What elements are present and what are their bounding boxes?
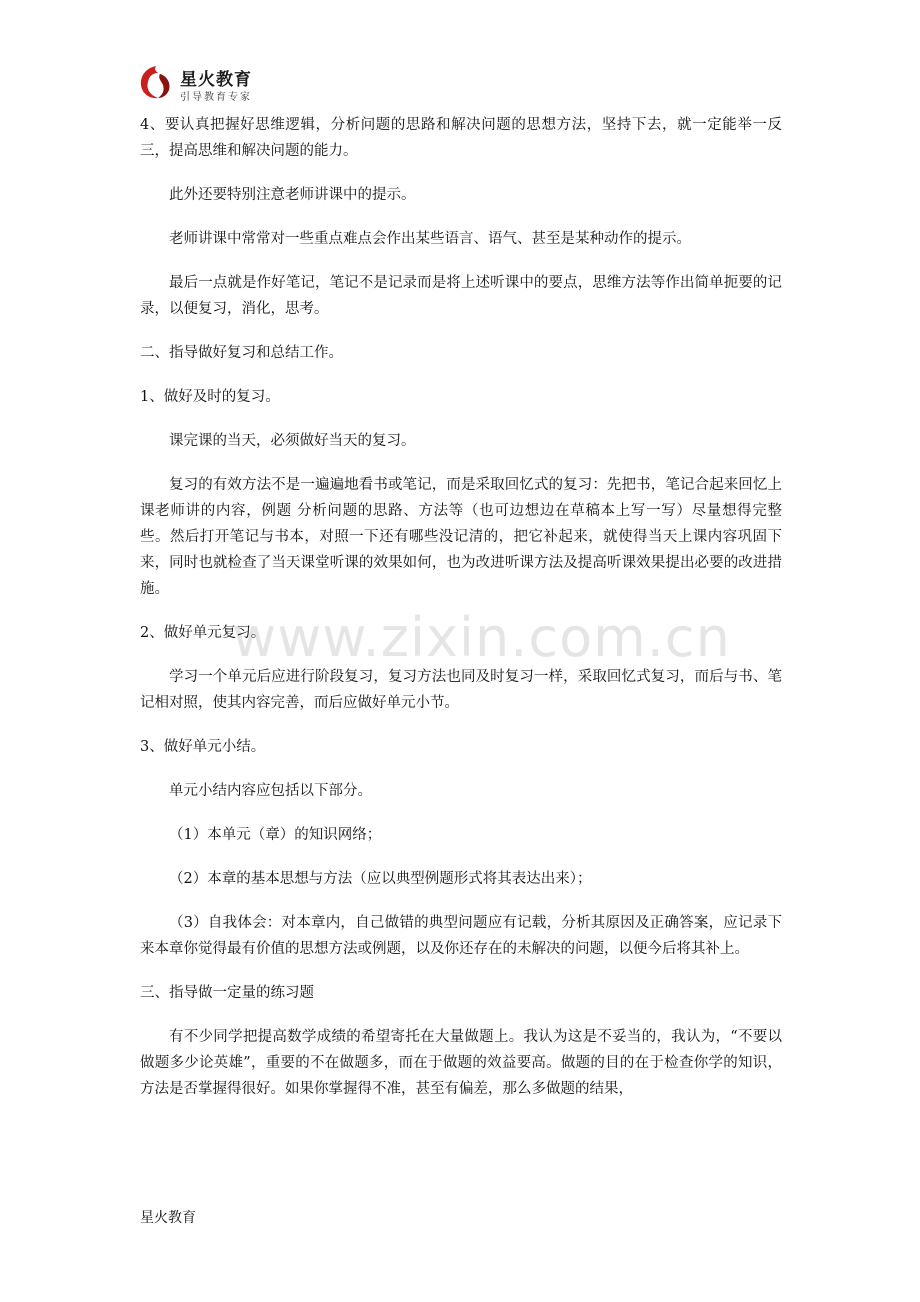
paragraph: 课完课的当天，必须做好当天的复习。 [169,433,416,449]
brand-logo [138,64,278,104]
paragraph: 4、要认真把握好思维逻辑，分析问题的思路和解决问题的思想方法，坚持下去，就一定能举一反三，提高思维和解决问题的能力。 [140,117,782,159]
list-item: （2）本章的基本思想与方法（应以典型例题形式将其表达出来）； [169,871,592,887]
page-footer: 星火教育 [140,1210,196,1226]
paragraph: 有不少同学把提高数学成绩的希望寄托在大量做题上。我认为这是不妥当的，我认为，“不要以做题多少论英雄”，重要的不在做题多，而在于做题的效益要高。做题的目的在于检查你学的知识，方法是否掌握得很好。如果你掌握得不准，甚至有偏差，那么多做题的结果， [140,1029,782,1097]
subsection-heading: 1、做好及时的复习。 [140,389,280,405]
subsection-heading: 3、做好单元小结。 [140,739,266,755]
paragraph: 学习一个单元后应进行阶段复习，复习方法也同及时复习一样，采取回忆式复习，而后与书、笔记相对照，使其内容完善，而后应做好单元小节。 [140,669,782,711]
section-heading: 三、指导做一定量的练习题 [140,985,314,1001]
flame-logo-icon [138,64,174,100]
list-item: （3）自我体会：对本章内，自己做错的典型问题应有记载，分析其原因及正确答案，应记录下来本章你觉得最有价值的思想方法或例题，以及你还存在的未解决的问题，以便今后将其补上。 [140,915,782,957]
watermark: www.zixin.com.cn [232,606,731,669]
section-heading: 二、指导做好复习和总结工作。 [140,345,343,361]
logo-subtitle: 引导教育专家 [180,92,252,103]
paragraph: 最后一点就是作好笔记，笔记不是记录而是将上述听课中的要点，思维方法等作出简单扼要的记录，以便复习，消化，思考。 [140,275,782,317]
paragraph: 复习的有效方法不是一遍遍地看书或笔记，而是采取回忆式的复习：先把书，笔记合起来回忆上课老师讲的内容，例题 分析问题的思路、方法等（也可边想边在草稿本上写一写）尽量想得完整些。然后打开笔记与书本，对照一下还有哪些没记清的，把它补起来，就使得当天上课内容巩固下来，同时也就检查了当天课堂听课的效果如何，也为改进听课方法及提高听课效果提出必要的改进措施。 [140,477,782,597]
subsection-heading: 2、做好单元复习。 [140,625,266,641]
paragraph: 老师讲课中常常对一些重点难点会作出某些语言、语气、甚至是某种动作的提示。 [169,231,691,247]
list-item: （1）本单元（章）的知识网络； [169,827,382,843]
paragraph: 单元小结内容应包括以下部分。 [169,783,372,799]
logo-title: 星火教育 [180,70,252,90]
paragraph: 此外还要特别注意老师讲课中的提示。 [169,187,416,203]
